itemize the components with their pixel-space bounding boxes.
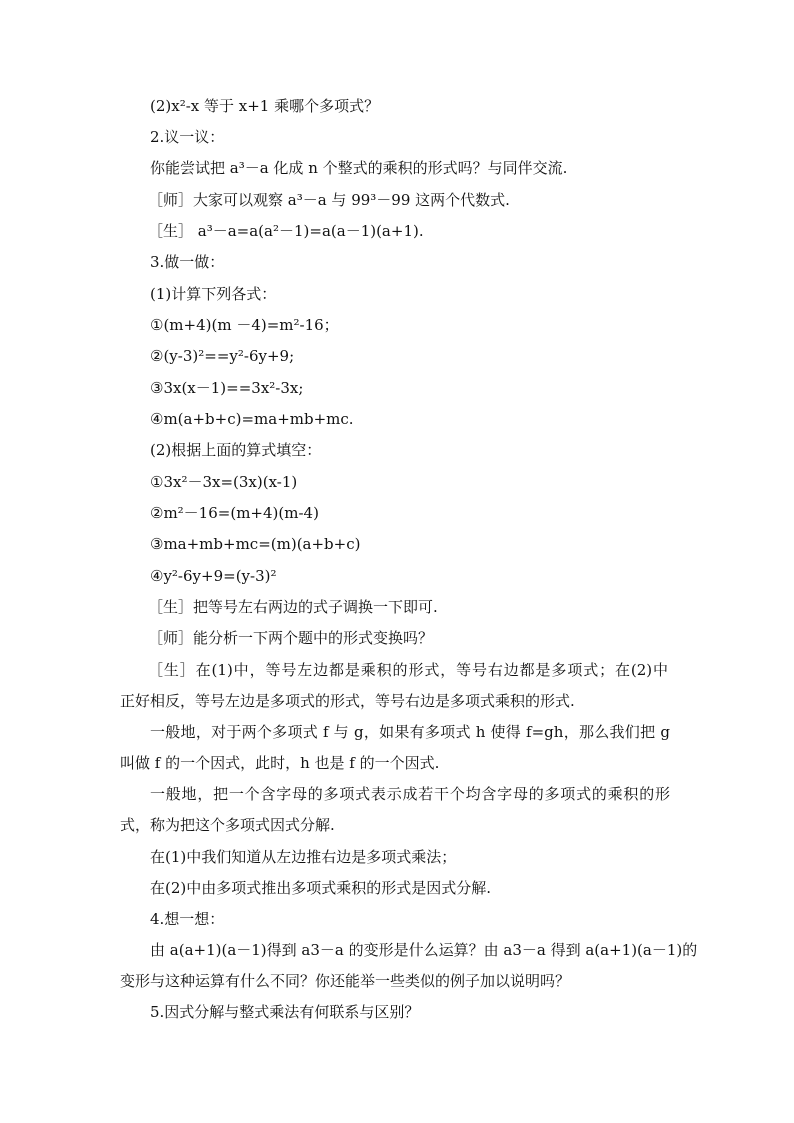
text-line: 叫做 f 的一个因式，此时，h 也是 f 的一个因式.	[120, 754, 440, 772]
text-line: 一般地，把一个含字母的多项式表示成若干个均含字母的多项式的乘积的形	[150, 785, 670, 803]
text-line: (1)计算下列各式：	[150, 285, 277, 303]
text-line: ④y²-6y+9=(y-3)²	[150, 567, 277, 585]
text-line: 3.做一做：	[150, 253, 225, 271]
text-line: 正好相反，等号左边是多项式的形式，等号右边是多项式乘积的形式.	[120, 692, 575, 710]
text-line: ［师］能分析一下两个题中的形式变换吗？	[148, 629, 434, 647]
text-line: 在(1)中我们知道从左边推右边是多项式乘法；	[150, 848, 457, 866]
text-line: ④m(a+b+c)=ma+mb+mc.	[150, 410, 354, 428]
text-line: 5.因式分解与整式乘法有何联系与区别？	[150, 1003, 420, 1021]
text-line: (2)根据上面的算式填空：	[150, 441, 322, 459]
text-line: 一般地，对于两个多项式 f 与 g，如果有多项式 h 使得 f=gh，那么我们把 g	[150, 723, 670, 741]
text-line: 你能尝试把 a³－a 化成 n 个整式的乘积的形式吗？与同伴交流.	[150, 159, 568, 177]
text-line: ［生］把等号左右两边的式子调换一下即可.	[148, 598, 438, 616]
text-line: ③3x(x－1)==3x²-3x;	[150, 379, 304, 397]
text-line: ［生］在(1)中，等号左边都是乘积的形式，等号右边都是多项式；在(2)中	[148, 661, 668, 679]
text-line: ①(m+4)(m －4)=m²-16；	[150, 316, 339, 334]
text-line: 在(2)中由多项式推出多项式乘积的形式是因式分解.	[150, 879, 492, 897]
text-line: ③ma+mb+mc=(m)(a+b+c)	[150, 535, 361, 553]
text-line: 由 a(a+1)(a－1)得到 a3－a 的变形是什么运算？由 a3－a 得到 a(a+1)(a－1)的	[150, 941, 698, 959]
text-line: 变形与这种运算有什么不同？你还能举一些类似的例子加以说明吗？	[120, 972, 571, 990]
text-line: 4.想一想：	[150, 910, 225, 928]
text-line: 2.议一议：	[150, 128, 225, 146]
text-line: ［生］ a³－a=a(a²－1)=a(a－1)(a+1).	[148, 222, 424, 240]
text-line: ①3x²－3x=(3x)(x-1)	[150, 473, 298, 491]
text-line: (2)x²-x 等于 x+1 乘哪个多项式？	[150, 97, 380, 115]
text-line: ［师］大家可以观察 a³－a 与 99³－99 这两个代数式.	[148, 191, 510, 209]
text-line: 式，称为把这个多项式因式分解.	[120, 816, 335, 834]
text-line: ②(y-3)²==y²-6y+9;	[150, 347, 295, 365]
text-line: ②m²－16=(m+4)(m-4)	[150, 504, 319, 522]
